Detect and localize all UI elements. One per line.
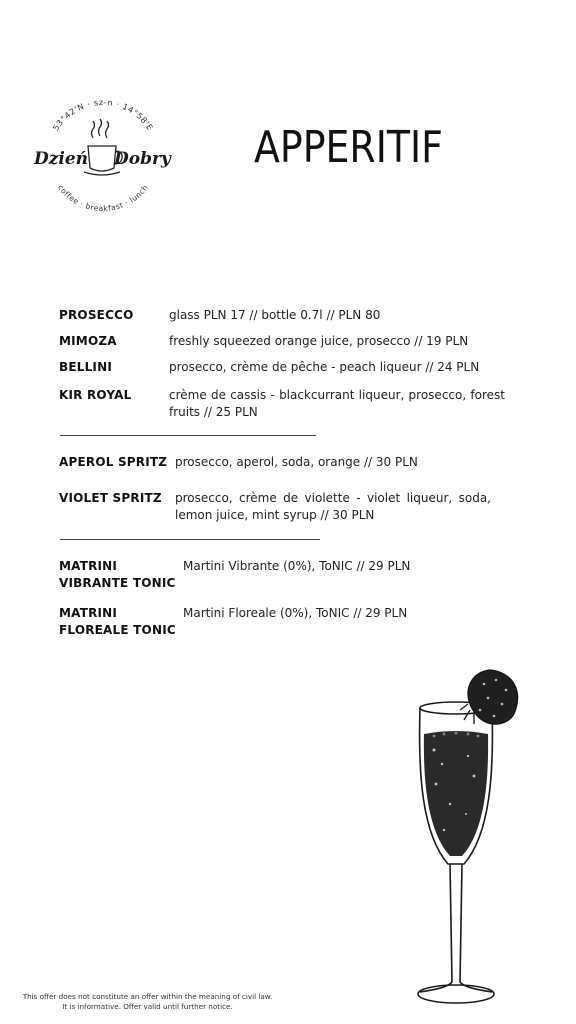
item-name: PROSECCO [59, 308, 134, 322]
svg-text:coffee · breakfast · lunch [56, 183, 150, 213]
item-description: Martini Vibrante (0%), ToNIC // 29 PLN [183, 559, 411, 573]
item-description: prosecco, crème de violette - violet liqueur, soda, lemon juice, mint syrup // 30 PLN [175, 491, 491, 522]
logo-brand-right: Dobry [114, 149, 171, 169]
item-description: Martini Floreale (0%), ToNIC // 29 PLN [183, 606, 408, 620]
item-name: KIR ROYAL [59, 388, 132, 402]
item-name: VIOLET SPRITZ [59, 491, 162, 505]
item-description: crème de cassis - blackcurrant liqueur, prosecco, forest fruits // 25 PLN [169, 388, 505, 419]
svg-text:53°42'N · sz-n · 14°58'E [51, 98, 154, 132]
section-divider [60, 539, 320, 540]
item-name: BELLINI [59, 360, 113, 374]
page-title: APPERITIF [254, 122, 443, 173]
logo-tagline: coffee · breakfast · lunch [55, 182, 151, 214]
item-description: prosecco, crème de pêche - peach liqueur // 24 PLN [169, 360, 480, 374]
item-name: APEROL SPRITZ [59, 455, 168, 469]
item-description: freshly squeezed orange juice, prosecco // 19 PLN [169, 334, 469, 348]
item-name: MIMOZA [59, 334, 117, 348]
dzien-dobry-logo [28, 88, 178, 228]
item-name: MATRINI FLOREALE TONIC [59, 606, 176, 637]
item-name: MATRINI VIBRANTE TONIC [59, 559, 176, 590]
logo-coordinates: 53°42'N · sz-n · 14°58'E [51, 97, 155, 133]
item-description: glass PLN 17 // bottle 0.7l // PLN 80 [169, 308, 381, 322]
champagne-flute-with-strawberry-icon [408, 664, 538, 1024]
legal-footnote: This offer does not constitute an offer within the meaning of civil law. It is informative. Offer valid until further notice. [22, 992, 273, 1011]
section-divider [60, 435, 316, 436]
item-description: prosecco, aperol, soda, orange // 30 PLN [175, 455, 418, 469]
strawberry-icon [460, 670, 518, 724]
logo-brand-left: Dzień [34, 149, 89, 169]
